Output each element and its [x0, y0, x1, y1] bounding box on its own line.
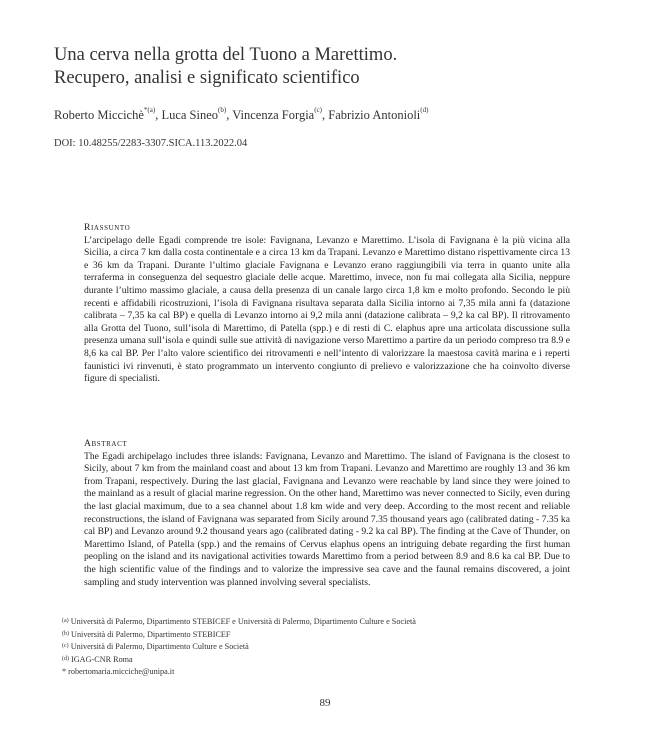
author-name: Vincenza Forgia — [232, 108, 315, 122]
author-name: Luca Sineo — [161, 108, 219, 122]
page-number: 89 — [319, 697, 331, 709]
author-name: Roberto Miccichè — [54, 108, 144, 122]
author-name: Fabrizio Antonioli — [328, 108, 421, 122]
footnote-item — [62, 641, 562, 654]
footnote-mark: (b) — [62, 630, 69, 637]
footnote-text: Università di Palermo, Dipartimento STEBICEF e Università di Palermo, Dipartimento Culture e Società — [70, 617, 416, 626]
author-list: Roberto Miccichè$^{*(a)}$, Luca Sineo$^{(b)}$, Vincenza Forgia$^{(c)}$, Fabrizio Antonioli$^{(d)}$ — [54, 106, 429, 122]
riassunto-heading: Riassunto — [84, 222, 131, 233]
footnote-mark: (d) — [62, 655, 69, 662]
abstract-heading: Abstract — [84, 438, 128, 449]
title-line-2: Recupero, analisi e significato scientifico — [54, 68, 360, 88]
title-line-1: Una cerva nella grotta del Tuono a Marettimo. — [54, 45, 398, 65]
footnote-mark: (c) — [62, 643, 69, 650]
footnote-text: Università di Palermo, Dipartimento Culture e Società — [70, 642, 249, 652]
footnote-text: IGAG-CNR Roma — [71, 654, 133, 664]
article-title — [54, 44, 594, 90]
footnote-item — [62, 629, 562, 642]
author-affiliation-mark: (d) — [420, 106, 429, 114]
footnote-email[interactable]: robertomaria.micciche@unipa.it — [68, 667, 175, 677]
footnote-item — [62, 616, 562, 629]
abstract-section — [84, 438, 570, 589]
footnote-item — [62, 666, 562, 679]
riassunto-text: L’arcipelago delle Egadi comprende tre isole: Favignana, Levanzo e Marettimo. L’isola di Favignana è la più vicina alla Sicilia, a circa 7 km dalla costa continentale e a circa 13 km da Trapani. Levanzo e Marettimo distano rispettivamente circa 13 e 36 km da Trapani. Durante l’ultimo glaciale Favignana e Levanzo erano raggiungibili via terra in quanto unite alla terraferma in conseguenza del sequestro glaciale delle acque. Marettimo, invece, non fu mai collegata alla Sicilia, neppure durante l’ultimo massimo glaciale, a causa della presenza di un canale largo circa 1,8 km e molto profondo. Secondo le più recenti e affidabili ricostruzioni, l’isola di Favignana risultava separata dalla Sicilia intorno ai 7,35 mila anni fa (datazione calibrata – 7,35 ka cal BP) e quella di Levanzo intorno ai 9,2 mila anni (datazione calibrata – 9,2 ka cal BP). Il ritrovamento alla Grotta del Tuono, sull’isola di Marettimo, di Patella (spp.) e di resti di C. elaphus apre una articolata discussione sulla presenza umana sull’isola e quindi sulle sue attività di navigazione verso Marettimo a partire da un periodo compreso tra 8.9 e 8,6 ka cal BP. Per l’alto valore scientifico dei ritrovamenti e nell’intento di valorizzare la maestosa cavità marina e i reperti faunistici ivi rinvenuti, è stato programmato un intervento congiunto di prelievo e valorizzazione che ha coinvolto diverse figure di specialisti. — [84, 234, 570, 385]
affiliation-footnotes — [62, 616, 562, 679]
footnote-mark: (a) — [62, 618, 69, 624]
footnote-mark: * — [62, 667, 67, 677]
riassunto-section — [84, 222, 570, 386]
abstract-text: The Egadi archipelago includes three islands: Favignana, Levanzo and Marettimo. The island of Favignana is the closest to Sicily, about 7 km from the mainland coast and about 13 km from Trapani. Levanzo and Marettimo are roughly 13 and 36 km from Trapani, respectively. During the last glacial, Favignana and Levanzo were reachable by land since they were joined to the mainland as a result of glacial marine regression. On the other hand, Marettimo was never connected to Sicily, even during the last glacial maximum, due to a sea channel about 1.8 km wide and very deep. According to the most recent and reliable reconstructions, the island of Favignana was separated from Sicily around 7.35 thousand years ago (calibrated dating - 7.35 ka cal BP) and Levanzo around 9.2 thousand years ago (calibrated dating - 9.2 ka cal BP). The finding at the Cave of Thunder, on Marettimo Island, of Patella (spp.) and the remains of Cervus elaphus opens an intriguing debate regarding the first human peopling on the island and its navigational activities towards Marettimo from a period between 8.9 and 8.6 ka cal BP. Due to the high scientific value of the findings and to valorize the impressive sea cave and the faunal remains discovered, a joint sampling and study intervention was planned involving several specialists. — [84, 450, 571, 588]
author-affiliation-mark: (c) — [314, 106, 322, 114]
doi-line: DOI: 10.48255/2283-3307.SICA.113.2022.04 — [54, 138, 248, 149]
author-affiliation-mark: *(a) — [143, 106, 156, 114]
author-affiliation-mark: (b) — [218, 106, 227, 114]
footnote-text: Università di Palermo, Dipartimento STEBICEF — [71, 629, 231, 639]
footnote-item — [62, 654, 562, 667]
